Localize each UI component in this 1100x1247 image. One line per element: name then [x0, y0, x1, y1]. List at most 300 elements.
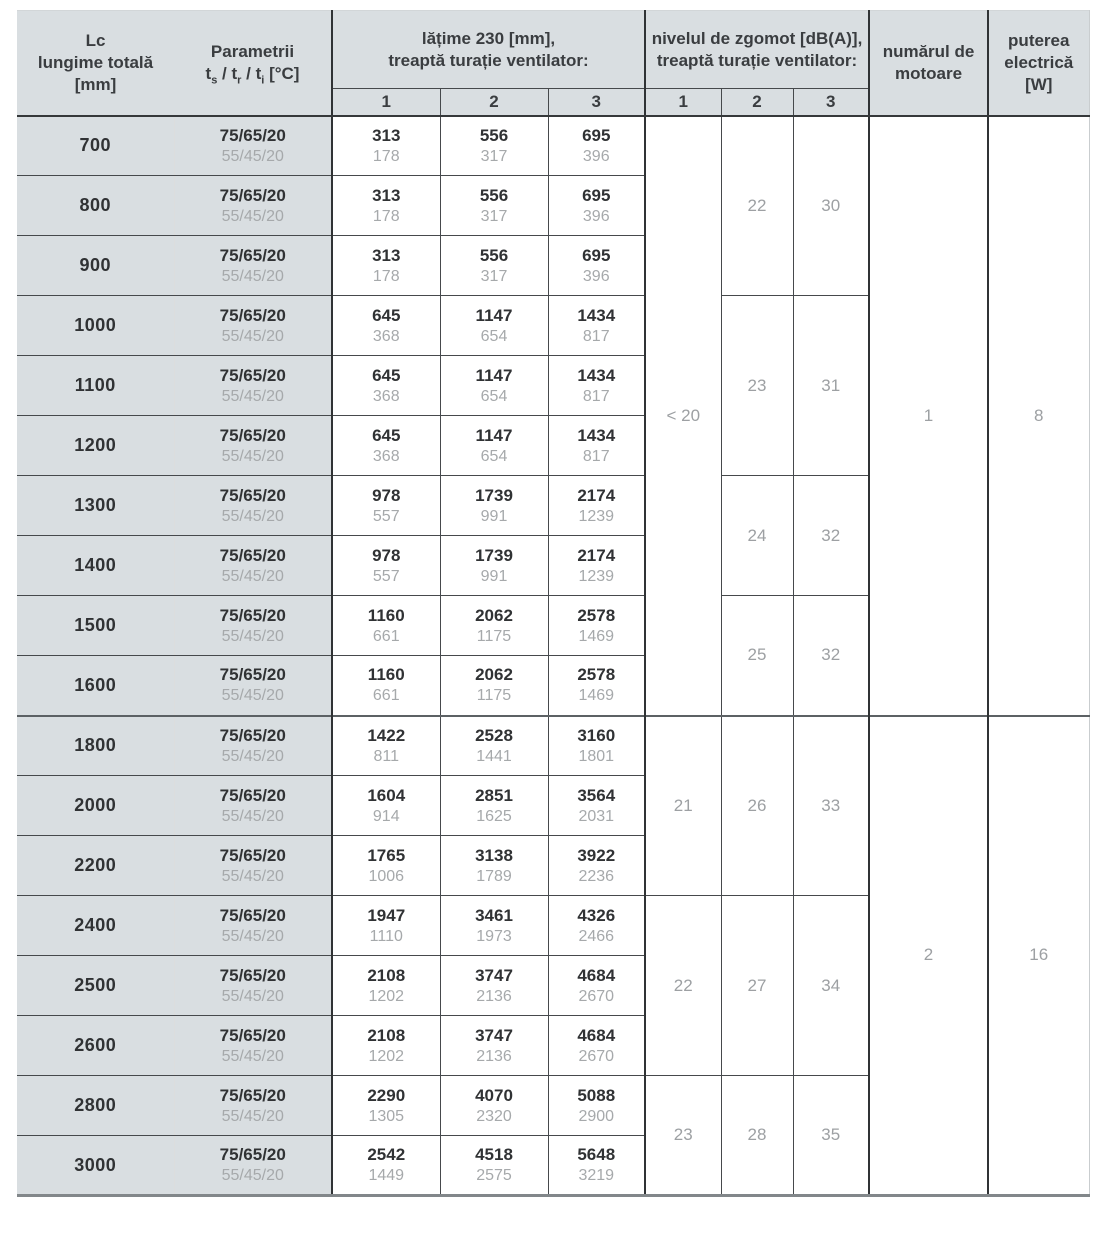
noise-cell-speed3 [793, 116, 869, 296]
heat-output-cell-speed1 [332, 356, 440, 416]
heat-output-primary: 2174 [577, 485, 616, 505]
noise-cell-speed2 [721, 1076, 793, 1196]
length-value: 2800 [74, 1095, 117, 1115]
heat-output-secondary: 178 [372, 207, 400, 225]
heat-output-secondary: 317 [480, 207, 508, 225]
table-header [17, 11, 1089, 116]
length-cell [17, 1016, 174, 1076]
heat-output-primary: 4070 [475, 1085, 513, 1105]
heat-output-secondary: 817 [582, 447, 610, 465]
params-primary-value: 75/65/20 [219, 425, 286, 445]
header-width-group-line1: lățime 230 [mm], [421, 28, 556, 48]
params-primary-value: 75/65/20 [219, 965, 286, 985]
length-cell [17, 116, 174, 176]
header-motors [869, 11, 988, 116]
heat-output-cell-speed1 [332, 536, 440, 596]
motors-cell [869, 716, 988, 1196]
params-cell [174, 476, 332, 536]
params-cell [174, 236, 332, 296]
heat-output-primary: 3138 [475, 845, 513, 865]
heat-output-primary: 1160 [367, 605, 405, 625]
params-sub-t: / t [217, 63, 238, 83]
noise-cell-speed3 [793, 1076, 869, 1196]
heat-output-secondary: 654 [480, 387, 508, 405]
heat-output-secondary: 3219 [578, 1167, 615, 1184]
heat-output-secondary: 368 [372, 387, 400, 405]
params-sub-s: i [261, 74, 265, 87]
noise-cell-speed3-value: 34 [821, 975, 841, 995]
params-cell [174, 296, 332, 356]
heat-output-primary: 3922 [577, 845, 616, 865]
heat-output-secondary: 2136 [476, 987, 512, 1005]
heat-output-cell-speed2 [440, 836, 548, 896]
params-primary-value: 75/65/20 [219, 485, 286, 505]
heat-output-cell-speed3 [548, 536, 645, 596]
noise-cell-speed3-value: 35 [821, 1125, 841, 1144]
heat-output-cell-speed2 [440, 776, 548, 836]
length-value: 1100 [74, 375, 116, 395]
heat-output-primary: 1765 [367, 845, 406, 865]
header-motors-line2: motoare [894, 63, 963, 83]
params-primary-value: 75/65/20 [219, 905, 286, 925]
heat-output-primary: 2528 [475, 725, 513, 745]
params-primary-value: 75/65/20 [219, 365, 286, 385]
table-body [17, 116, 1089, 1196]
params-secondary-value: 55/45/20 [221, 987, 284, 1005]
header-noise-speed-1: 1 [645, 89, 721, 116]
heat-output-cell-speed2 [440, 656, 548, 716]
noise-cell-speed2-value: 25 [747, 645, 767, 665]
heat-output-primary: 3461 [475, 905, 513, 925]
heat-output-cell-speed2 [440, 596, 548, 656]
heat-output-cell-speed3 [548, 956, 645, 1016]
heat-output-secondary: 661 [372, 687, 400, 705]
params-cell [174, 176, 332, 236]
heat-output-primary: 2062 [475, 665, 513, 685]
heat-output-cell-speed1 [332, 236, 440, 296]
heat-output-primary: 695 [582, 125, 611, 145]
heat-output-primary: 1739 [475, 545, 513, 565]
params-secondary-value: 55/45/20 [221, 567, 284, 585]
header-width-speed-3: 3 [548, 89, 645, 116]
params-primary-value: 75/65/20 [219, 1025, 286, 1045]
length-cell [17, 1076, 174, 1136]
heat-output-primary: 313 [372, 245, 401, 265]
heat-output-secondary: 396 [582, 207, 610, 225]
length-cell [17, 836, 174, 896]
heat-output-cell-speed3 [548, 836, 645, 896]
params-primary-value: 75/65/20 [219, 1085, 286, 1105]
params-cell [174, 116, 332, 176]
heat-output-secondary: 396 [582, 147, 610, 165]
heat-output-secondary: 317 [480, 147, 508, 165]
noise-cell-speed1-value: < 20 [666, 405, 701, 425]
heat-output-primary: 2851 [475, 785, 513, 805]
length-cell [17, 956, 174, 1016]
heat-output-secondary: 2031 [578, 807, 615, 825]
noise-cell-speed3-value: 32 [821, 525, 841, 545]
heat-output-secondary: 1006 [368, 867, 405, 885]
noise-cell-speed1-value: 21 [673, 795, 693, 815]
heat-output-cell-speed1 [332, 476, 440, 536]
params-primary-value: 75/65/20 [219, 665, 286, 685]
heat-output-primary: 2578 [577, 605, 616, 625]
params-cell [174, 776, 332, 836]
length-value: 2200 [74, 855, 117, 875]
length-value: 1400 [74, 555, 117, 575]
heat-output-secondary: 317 [480, 267, 508, 285]
header-params-title: Parametrii [210, 41, 295, 61]
params-primary-value: 75/65/20 [219, 125, 286, 145]
noise-cell-speed3 [793, 716, 869, 896]
heat-output-cell-speed3 [548, 1016, 645, 1076]
params-cell [174, 896, 332, 956]
heat-output-primary: 1947 [367, 905, 406, 925]
params-cell [174, 716, 332, 776]
heat-output-secondary: 1239 [578, 507, 615, 525]
heat-output-primary: 645 [372, 305, 401, 325]
heat-output-secondary: 2320 [476, 1107, 512, 1125]
length-cell [17, 296, 174, 356]
heat-output-primary: 2108 [367, 1025, 406, 1045]
length-value: 700 [79, 135, 112, 156]
heat-output-cell-speed3 [548, 896, 645, 956]
motors-cell-value: 2 [923, 945, 934, 965]
table-row [17, 716, 1089, 776]
heat-output-secondary: 2466 [578, 927, 615, 945]
header-power-line2: electrică [1004, 52, 1074, 72]
heat-output-primary: 695 [582, 185, 611, 205]
heat-output-cell-speed1 [332, 896, 440, 956]
heat-output-primary: 1160 [367, 665, 405, 685]
heat-output-primary: 313 [372, 185, 401, 205]
params-cell [174, 836, 332, 896]
heat-output-secondary: 2900 [578, 1107, 615, 1125]
length-cell [17, 596, 174, 656]
heat-output-cell-speed2 [440, 476, 548, 536]
heat-output-cell-speed2 [440, 716, 548, 776]
heat-output-secondary: 2236 [578, 867, 615, 885]
heat-output-secondary: 991 [480, 567, 508, 585]
header-power [988, 11, 1089, 116]
heat-output-cell-speed2 [440, 416, 548, 476]
heat-output-primary: 1422 [367, 725, 406, 745]
length-value: 1300 [74, 495, 117, 515]
header-params-sub [174, 63, 331, 85]
params-primary-value: 75/65/20 [219, 545, 286, 565]
power-cell [988, 116, 1089, 716]
power-cell-value: 8 [1034, 405, 1044, 425]
heat-output-secondary: 1449 [368, 1167, 405, 1184]
heat-output-cell-speed1 [332, 836, 440, 896]
heat-output-primary: 645 [372, 365, 401, 385]
heat-output-secondary: 1789 [476, 867, 512, 885]
length-value: 1200 [74, 435, 117, 455]
heat-output-cell-speed2 [440, 296, 548, 356]
heat-output-cell-speed1 [332, 1016, 440, 1076]
heat-output-secondary: 557 [372, 507, 400, 525]
heat-output-cell-speed1 [332, 776, 440, 836]
header-motors-line1: numărul de [882, 41, 975, 61]
heat-output-primary: 3747 [475, 965, 513, 985]
heat-output-primary: 3160 [577, 725, 616, 745]
heat-output-cell-speed3 [548, 356, 645, 416]
heat-output-cell-speed1 [332, 656, 440, 716]
params-secondary-value: 55/45/20 [221, 447, 284, 465]
heat-output-cell-speed1 [332, 1076, 440, 1136]
length-value: 3000 [74, 1154, 117, 1175]
heat-output-secondary: 661 [372, 627, 400, 645]
params-secondary-value: 55/45/20 [221, 387, 284, 405]
header-power-line1: puterea [1008, 30, 1070, 50]
noise-cell-speed1-value: 23 [673, 1125, 693, 1144]
heat-output-cell-speed3 [548, 596, 645, 656]
noise-cell-speed2 [721, 476, 793, 596]
heat-output-secondary: 1801 [578, 747, 615, 765]
length-cell [17, 716, 174, 776]
heat-output-secondary: 1202 [368, 1047, 405, 1065]
params-cell [174, 356, 332, 416]
noise-cell-speed2 [721, 296, 793, 476]
heat-output-cell-speed3 [548, 776, 645, 836]
header-noise-speed-3: 3 [793, 89, 869, 116]
heat-output-secondary: 368 [372, 327, 400, 345]
length-value: 1500 [74, 615, 117, 635]
params-secondary-value: 55/45/20 [221, 687, 284, 705]
heat-output-primary: 2578 [577, 665, 616, 685]
heat-output-cell-speed1 [332, 716, 440, 776]
params-secondary-value: 55/45/20 [221, 627, 284, 645]
header-noise-speed-2: 2 [721, 89, 793, 116]
params-secondary-value: 55/45/20 [221, 747, 284, 765]
heat-output-cell-speed2 [440, 1076, 548, 1136]
heat-output-primary: 1147 [475, 365, 513, 385]
heat-output-primary: 4684 [577, 965, 616, 985]
params-sub-s: r [237, 74, 242, 87]
length-cell [17, 176, 174, 236]
params-secondary-value: 55/45/20 [221, 867, 284, 885]
heat-output-cell-speed3 [548, 1136, 645, 1196]
heat-output-cell-speed3 [548, 716, 645, 776]
params-cell [174, 1076, 332, 1136]
heat-output-cell-speed1 [332, 116, 440, 176]
noise-cell-speed1 [645, 716, 721, 896]
motors-cell-value: 1 [923, 405, 934, 425]
heat-output-cell-speed2 [440, 1016, 548, 1076]
heat-output-secondary: 396 [582, 267, 610, 285]
heat-output-cell-speed3 [548, 656, 645, 716]
heat-output-cell-speed1 [332, 596, 440, 656]
heat-output-primary: 978 [372, 485, 401, 505]
noise-cell-speed2 [721, 896, 793, 1076]
params-sub-t: [°C] [264, 63, 300, 83]
heat-output-primary: 1147 [475, 305, 513, 325]
noise-cell-speed3 [793, 596, 869, 716]
heat-output-cell-speed1 [332, 956, 440, 1016]
heat-output-primary: 5648 [577, 1145, 616, 1164]
noise-cell-speed1 [645, 896, 721, 1076]
heat-output-primary: 1434 [577, 305, 616, 325]
heat-output-secondary: 1625 [476, 807, 512, 825]
noise-cell-speed2 [721, 596, 793, 716]
params-secondary-value: 55/45/20 [221, 927, 284, 945]
heat-output-primary: 695 [582, 245, 611, 265]
heat-output-primary: 4518 [475, 1145, 513, 1164]
table-row [17, 116, 1089, 176]
heat-output-secondary: 914 [372, 807, 400, 825]
noise-cell-speed1-value: 22 [673, 975, 693, 995]
heat-output-primary: 1434 [577, 365, 616, 385]
length-cell [17, 536, 174, 596]
heat-output-primary: 4684 [577, 1025, 616, 1045]
header-width-group-line2: treaptă turație ventilator: [388, 50, 589, 70]
header-params [174, 11, 332, 116]
header-noise-group-line1: nivelul de zgomot [dB(A)], [651, 28, 863, 48]
heat-output-secondary: 2575 [476, 1167, 512, 1184]
noise-cell-speed2-value: 23 [747, 375, 767, 395]
params-cell [174, 416, 332, 476]
heat-output-secondary: 557 [372, 567, 400, 585]
noise-cell-speed2-value: 24 [747, 525, 767, 545]
heat-output-primary: 4326 [577, 905, 616, 925]
heat-output-secondary: 368 [372, 447, 400, 465]
length-cell [17, 656, 174, 716]
heat-output-cell-speed2 [440, 896, 548, 956]
heat-output-primary: 2542 [367, 1145, 406, 1164]
params-cell [174, 1136, 332, 1196]
params-sub-s: s [211, 74, 218, 87]
heat-output-secondary: 817 [582, 327, 610, 345]
length-value: 2000 [74, 795, 117, 815]
heat-output-secondary: 1239 [578, 567, 615, 585]
params-secondary-value: 55/45/20 [221, 807, 284, 825]
heat-output-cell-speed3 [548, 416, 645, 476]
header-noise-group-line2: treaptă turație ventilator: [656, 50, 858, 70]
noise-cell-speed3 [793, 896, 869, 1076]
heat-output-secondary: 2670 [578, 1047, 615, 1065]
heat-output-cell-speed2 [440, 356, 548, 416]
params-cell [174, 536, 332, 596]
header-row-groups [17, 11, 1089, 89]
params-sub-t: t [205, 63, 212, 83]
heat-output-cell-speed2 [440, 1136, 548, 1196]
heat-output-cell-speed3 [548, 1076, 645, 1136]
heat-output-cell-speed3 [548, 176, 645, 236]
heat-output-primary: 1147 [475, 425, 513, 445]
heat-output-cell-speed1 [332, 1136, 440, 1196]
heat-output-primary: 556 [479, 185, 509, 205]
heat-output-primary: 313 [372, 125, 401, 145]
heat-output-secondary: 1973 [476, 927, 512, 945]
noise-cell-speed3 [793, 296, 869, 476]
length-value: 1600 [74, 674, 117, 695]
length-value: 900 [79, 255, 112, 275]
noise-cell-speed3-value: 32 [821, 645, 841, 665]
noise-cell-speed1 [645, 116, 721, 716]
header-length-line1: Lc [85, 30, 106, 50]
params-primary-value: 75/65/20 [219, 185, 286, 205]
params-cell [174, 956, 332, 1016]
heat-output-cell-speed3 [548, 476, 645, 536]
noise-cell-speed3-value: 31 [821, 375, 841, 395]
heat-output-cell-speed1 [332, 296, 440, 356]
params-secondary-value: 55/45/20 [221, 207, 284, 225]
heat-output-secondary: 817 [582, 387, 610, 405]
noise-cell-speed2 [721, 716, 793, 896]
length-value: 1800 [74, 735, 117, 756]
params-cell [174, 596, 332, 656]
heat-output-cell-speed2 [440, 176, 548, 236]
heat-output-secondary: 178 [372, 267, 400, 285]
heat-output-primary: 2290 [367, 1085, 406, 1105]
heat-output-primary: 556 [479, 125, 509, 145]
heat-output-cell-speed1 [332, 176, 440, 236]
params-primary-value: 75/65/20 [219, 245, 286, 265]
heat-output-primary: 3747 [475, 1025, 513, 1045]
params-secondary-value: 55/45/20 [221, 1047, 284, 1065]
heat-output-primary: 1434 [577, 425, 616, 445]
heat-output-primary: 556 [479, 245, 509, 265]
heat-output-secondary: 1441 [476, 747, 512, 765]
heat-output-secondary: 1175 [476, 627, 512, 645]
noise-cell-speed2-value: 27 [747, 975, 767, 995]
header-length-line2: lungime totală [37, 52, 154, 72]
header-width-speed-1: 1 [332, 89, 440, 116]
heat-output-primary: 645 [372, 425, 401, 445]
noise-cell-speed1 [645, 1076, 721, 1196]
power-cell [988, 716, 1089, 1196]
length-cell [17, 476, 174, 536]
length-value: 800 [79, 195, 112, 215]
heat-output-primary: 3564 [577, 785, 616, 805]
heat-output-primary: 2108 [367, 965, 406, 985]
heat-output-secondary: 2136 [476, 1047, 512, 1065]
heat-output-secondary: 1175 [476, 687, 512, 705]
heat-output-primary: 1604 [367, 785, 406, 805]
heat-output-cell-speed2 [440, 116, 548, 176]
params-secondary-value: 55/45/20 [221, 1167, 284, 1184]
heat-output-secondary: 991 [480, 507, 508, 525]
noise-cell-speed2 [721, 116, 793, 296]
length-cell [17, 356, 174, 416]
params-primary-value: 75/65/20 [219, 1145, 286, 1164]
header-width-group [332, 11, 645, 89]
noise-cell-speed3-value: 33 [821, 795, 841, 815]
header-length [17, 11, 174, 116]
noise-cell-speed2-value: 26 [747, 795, 767, 815]
length-value: 2600 [74, 1035, 117, 1055]
heat-output-secondary: 1469 [578, 687, 615, 705]
power-cell-value: 16 [1029, 945, 1049, 965]
length-cell [17, 416, 174, 476]
heat-output-secondary: 1469 [578, 627, 615, 645]
heat-output-secondary: 654 [480, 447, 508, 465]
header-noise-group [645, 11, 869, 89]
header-length-line3: [mm] [74, 74, 117, 94]
heat-output-cell-speed3 [548, 116, 645, 176]
params-secondary-value: 55/45/20 [221, 1107, 284, 1125]
params-cell [174, 1016, 332, 1076]
motors-cell [869, 116, 988, 716]
heat-output-cell-speed3 [548, 236, 645, 296]
length-value: 1000 [74, 315, 117, 335]
params-primary-value: 75/65/20 [219, 845, 286, 865]
heat-output-primary: 5088 [577, 1085, 616, 1105]
params-secondary-value: 55/45/20 [221, 267, 284, 285]
heat-output-cell-speed3 [548, 296, 645, 356]
heat-output-secondary: 1305 [368, 1107, 405, 1125]
heat-output-primary: 2174 [577, 545, 616, 565]
